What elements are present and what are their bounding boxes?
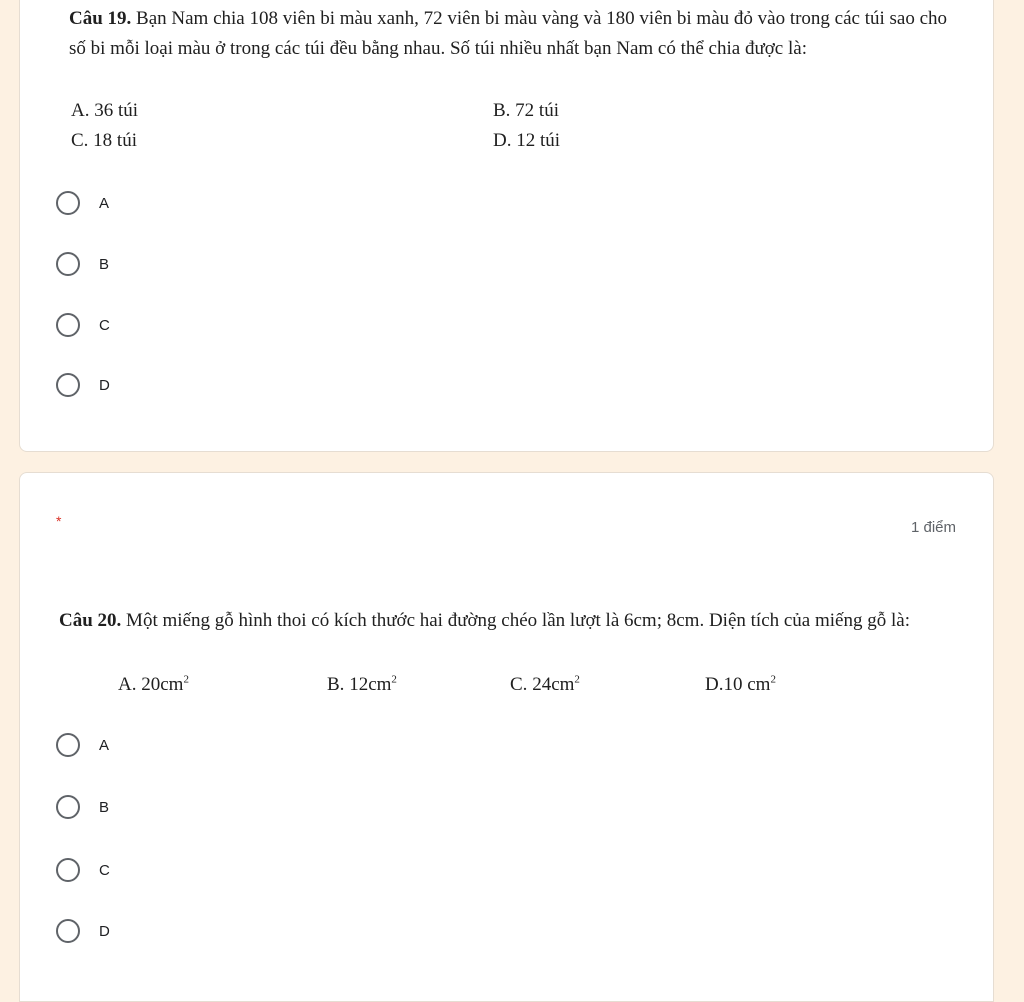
choice-d[interactable] xyxy=(56,917,110,945)
option-text-d: D. 12 túi xyxy=(493,130,561,151)
question-card-20 xyxy=(19,472,994,1002)
choice-c[interactable] xyxy=(56,311,110,339)
question-body: Một miếng gỗ hình thoi có kích thước hai đường chéo lần lượt là 6cm; 8cm. Diện tích của miếng gỗ là: xyxy=(121,610,910,631)
option-text-c: C. $24cm^2$ xyxy=(510,673,580,695)
radio-icon[interactable] xyxy=(56,919,80,943)
choice-a[interactable] xyxy=(56,189,109,217)
radio-icon[interactable] xyxy=(56,858,80,882)
option-text-b: B. $12cm^2$ xyxy=(327,673,397,695)
option-text-b: B. 72 túi xyxy=(493,100,559,121)
required-asterisk: * xyxy=(56,513,62,529)
radio-icon[interactable] xyxy=(56,373,80,397)
choice-label: A xyxy=(99,736,110,754)
choice-label: D xyxy=(99,376,110,394)
points-label: 1 điểm xyxy=(910,519,956,536)
choice-d[interactable] xyxy=(56,371,110,399)
question-text xyxy=(69,4,959,64)
question-card-19 xyxy=(19,0,994,452)
choice-label: A xyxy=(99,194,110,212)
question-number: Câu 19. xyxy=(69,8,132,29)
radio-icon[interactable] xyxy=(56,191,80,215)
choice-b[interactable] xyxy=(56,250,109,278)
option-text-a: A. 36 túi xyxy=(71,100,139,121)
choice-label: B xyxy=(99,798,110,816)
radio-icon[interactable] xyxy=(56,733,80,757)
choice-a[interactable] xyxy=(56,731,109,759)
radio-icon[interactable] xyxy=(56,795,80,819)
question-number: Câu 20. xyxy=(59,610,122,631)
question-body: Bạn Nam chia 108 viên bi màu xanh, 72 viên bi màu vàng và 180 viên bi màu đỏ vào trong các túi sao cho số bi mỗi loại màu ở trong các túi đều bằng nhau. Số túi nhiều nhất bạn Nam có thể chia được là: xyxy=(69,8,948,59)
option-text-c: C. 18 túi xyxy=(71,130,137,151)
radio-icon[interactable] xyxy=(56,252,80,276)
choice-label: C xyxy=(99,316,110,334)
choice-label: C xyxy=(99,861,110,879)
choice-b[interactable] xyxy=(56,793,109,821)
choice-label: B xyxy=(99,255,110,273)
choice-label: D xyxy=(99,922,110,940)
choice-c[interactable] xyxy=(56,856,110,884)
option-text-a: A. $20cm^2$ xyxy=(118,673,189,695)
radio-icon[interactable] xyxy=(56,313,80,337)
option-text-d: D.10 $cm^2$ xyxy=(705,673,776,695)
question-text xyxy=(59,606,969,636)
